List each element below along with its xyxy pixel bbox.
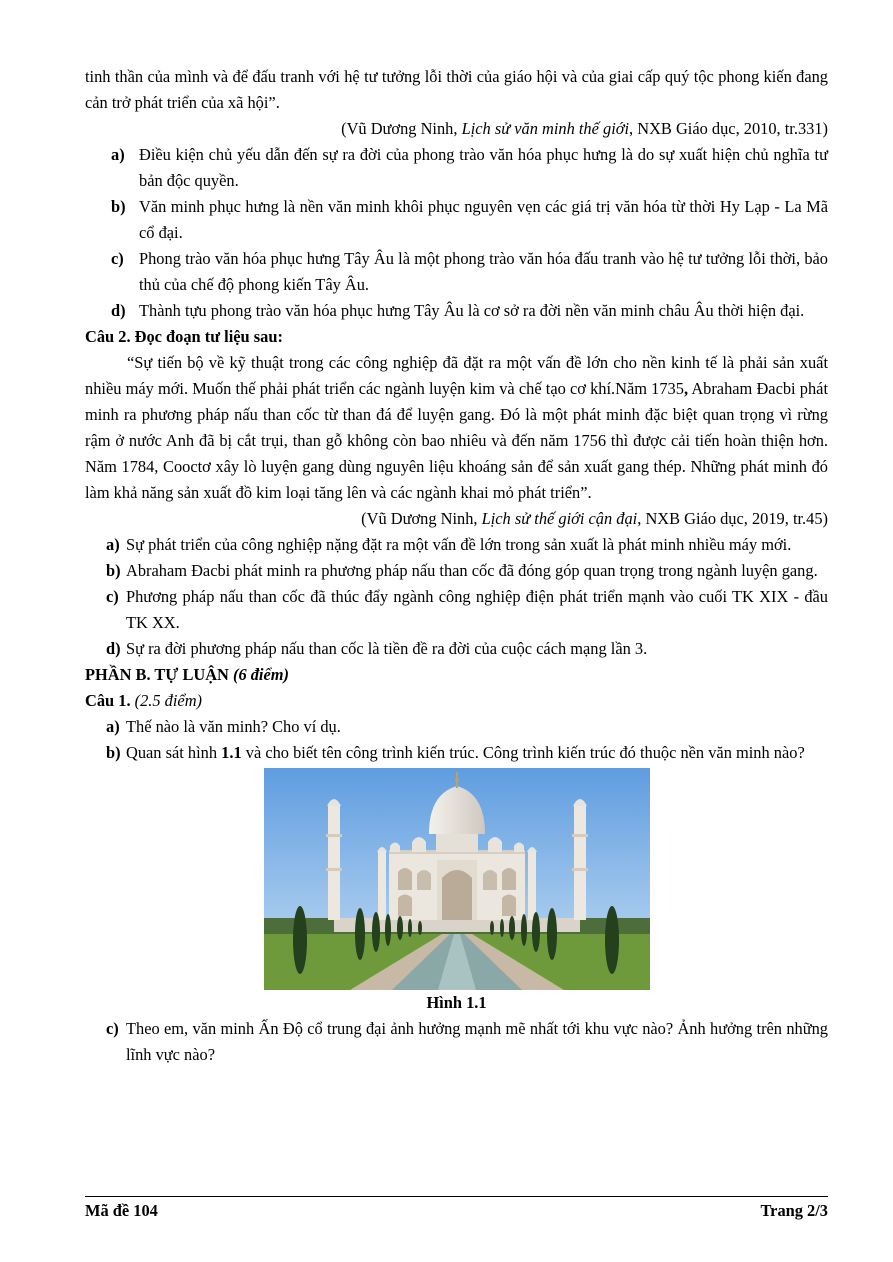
option-text-post: và cho biết tên công trình kiến trúc. Công trình kiến trúc đó thuộc nền văn minh nào? bbox=[241, 743, 805, 762]
partB-item-c bbox=[85, 1016, 828, 1068]
citation-2-pre: (Vũ Dương Ninh, bbox=[361, 509, 482, 528]
option-text: Sự ra đời phương pháp nấu than cốc là tiền đề ra đời của cuộc cách mạng lần 3. bbox=[126, 639, 648, 658]
q1-option-c bbox=[85, 246, 828, 298]
option-text: Văn minh phục hưng là nền văn minh khôi phục nguyên vẹn các giá trị văn hóa từ thời Hy Lạp - La Mã cổ đại. bbox=[139, 197, 828, 242]
citation-1-pre: (Vũ Dương Ninh, bbox=[341, 119, 462, 138]
option-text: Phong trào văn hóa phục hưng Tây Âu là một phong trào văn hóa đấu tranh vào hệ tư tưởng lỗi thời, bảo thủ của chế độ phong kiến Tây Âu. bbox=[139, 249, 828, 294]
option-key: d) bbox=[111, 301, 126, 320]
q2-heading: Câu 2. Đọc đoạn tư liệu sau: bbox=[85, 327, 283, 346]
q2-passage bbox=[85, 350, 828, 506]
partB-q1-items bbox=[85, 714, 828, 766]
option-key: a) bbox=[106, 717, 120, 736]
option-key: b) bbox=[111, 197, 126, 216]
q1-option-b bbox=[85, 194, 828, 246]
q2-option-c bbox=[85, 584, 828, 636]
partB-q1-label: Câu 1. bbox=[85, 691, 135, 710]
page-footer bbox=[85, 1196, 828, 1221]
option-key: a) bbox=[111, 145, 125, 164]
q1-option-a bbox=[85, 142, 828, 194]
citation-1-title: Lịch sử văn minh thế giới bbox=[461, 119, 630, 138]
option-text-pre: Quan sát hình bbox=[126, 743, 222, 762]
page-number: Trang 2/3 bbox=[760, 1201, 828, 1220]
partB-q1-heading bbox=[85, 688, 828, 714]
partB-item-b bbox=[85, 740, 828, 766]
citation-2 bbox=[85, 506, 828, 532]
option-key: c) bbox=[106, 1019, 119, 1038]
citation-2-post: , NXB Giáo dục, 2019, tr.45) bbox=[637, 509, 828, 528]
partB-q1-points: (2.5 điểm) bbox=[134, 691, 203, 710]
option-text: Theo em, văn minh Ấn Độ cổ trung đại ảnh hưởng mạnh mẽ nhất tới khu vực nào? Ảnh hưởng trên những lĩnh vực nào? bbox=[126, 1019, 828, 1064]
partB-item-a bbox=[85, 714, 828, 740]
option-text: Abraham Đacbi phát minh ra phương pháp nấu than cốc đã đóng góp quan trọng trong ngành luyện gang. bbox=[126, 561, 818, 580]
intro-passage-tail: tinh thần của mình và để đấu tranh với hệ tư tưởng lỗi thời của giáo hội và của giai cấp quý tộc phong kiến đang cản trở phát triển của xã hội”. bbox=[85, 67, 828, 112]
q2-option-a bbox=[85, 532, 828, 558]
figure-ref: 1.1 bbox=[221, 743, 242, 762]
taj-mahal-photo bbox=[264, 768, 650, 990]
q2-passage-part1: “Sự tiến bộ về kỹ thuật trong các công nghiệp đã đặt ra một vấn đề lớn cho nền kinh tế là phải sản xuất nhiều máy mới. Muốn thế phải phát triển các ngành luyện kim và chế tạo cơ khí.Năm 1735 bbox=[85, 353, 828, 398]
figure-1-1 bbox=[85, 768, 828, 1016]
option-key: c) bbox=[106, 587, 119, 606]
citation-2-title: Lịch sử thế giới cận đại bbox=[481, 509, 638, 528]
q2-passage-part2: Abraham Đacbi phát minh ra phương pháp nấu than cốc từ than đá để luyện gang. Đó là một phát minh đặc biệt quan trọng vì rừng rậm ở nước Anh đã bị cắt trụi, than gỗ không còn bao nhiêu và đến năm 1756 thì được cải tiến hoàn thiện hơn. Năm 1784, Cooctơ xây lò luyện gang dùng nguyên liệu khoáng sản để sản xuất gang thép. Những phát minh đó làm khả năng sản xuất đồ kim loại tăng lên và các ngành khai mỏ phát triển”. bbox=[85, 379, 828, 502]
option-text: Phương pháp nấu than cốc đã thúc đẩy ngành công nghiệp điện phát triển mạnh vào cuối TK XIX - đầu TK XX. bbox=[126, 587, 828, 632]
q2-options bbox=[85, 532, 828, 662]
exam-page bbox=[85, 64, 828, 1068]
option-text: Thành tựu phong trào văn hóa phục hưng Tây Âu là cơ sở ra đời nền văn minh châu Âu thời hiện đại. bbox=[139, 301, 805, 320]
partB-heading-text: PHẦN B. TỰ LUẬN bbox=[85, 665, 233, 684]
option-text: Sự phát triển của công nghiệp nặng đặt ra một vấn đề lớn trong sản xuất là phát minh nhiều máy mới. bbox=[126, 535, 792, 554]
option-text: Thế nào là văn minh? Cho ví dụ. bbox=[126, 717, 341, 736]
option-key: a) bbox=[106, 535, 120, 554]
partB-q1-items-2 bbox=[85, 1016, 828, 1068]
option-key: b) bbox=[106, 561, 121, 580]
citation-1 bbox=[85, 116, 828, 142]
partB-points: (6 điểm) bbox=[232, 665, 289, 684]
q2-option-d bbox=[85, 636, 828, 662]
figure-caption: Hình 1.1 bbox=[426, 993, 487, 1012]
exam-code: Mã đề 104 bbox=[85, 1201, 158, 1220]
q2-passage-comma: , bbox=[683, 379, 689, 398]
option-text: Điều kiện chủ yếu dẫn đến sự ra đời của phong trào văn hóa phục hưng là do sự xuất hiện chủ nghĩa tư bản độc quyền. bbox=[139, 145, 828, 190]
option-key: b) bbox=[106, 743, 121, 762]
citation-1-post: , NXB Giáo dục, 2010, tr.331) bbox=[629, 119, 828, 138]
partB-heading bbox=[85, 662, 828, 688]
q1-options bbox=[85, 142, 828, 324]
option-key: d) bbox=[106, 639, 121, 658]
q2-option-b bbox=[85, 558, 828, 584]
q1-option-d bbox=[85, 298, 828, 324]
option-key: c) bbox=[111, 249, 124, 268]
